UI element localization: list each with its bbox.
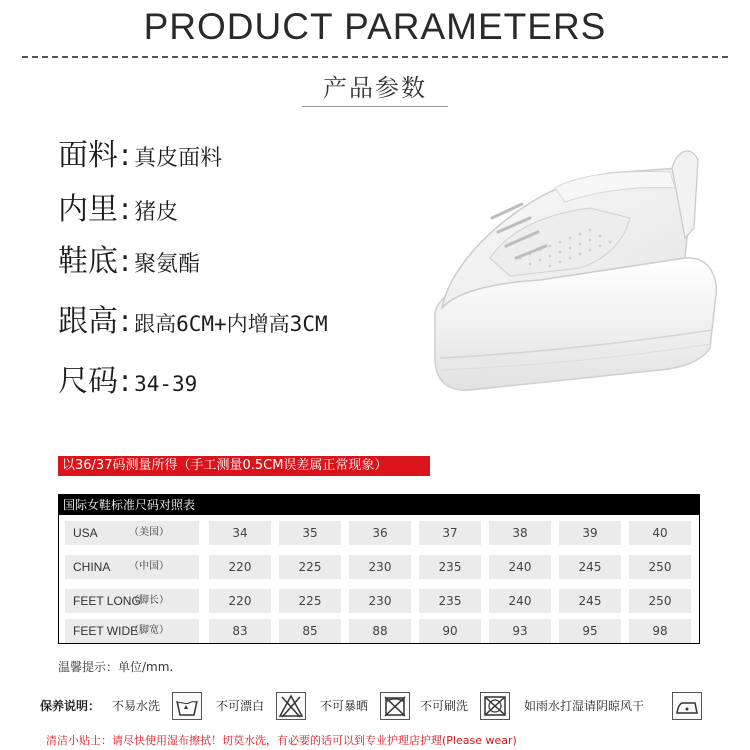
care-label: 保养说明： bbox=[40, 699, 101, 713]
param-size bbox=[58, 356, 197, 400]
table-cell: 39 bbox=[559, 521, 621, 545]
shoe-image bbox=[380, 108, 750, 408]
care-text-hand-wash: 不易水洗 bbox=[112, 699, 161, 713]
care-text-no-brush: 不可刷洗 bbox=[420, 699, 469, 713]
row-label-zh: （中国） bbox=[129, 561, 169, 572]
table-cell: 225 bbox=[279, 555, 341, 579]
param-key: 内里 bbox=[58, 192, 118, 227]
cleaning-tip: 清洁小贴士：请尽快使用湿布擦拭！切莫水洗，有必要的话可以到专业护理店护理(Please wear) bbox=[46, 734, 517, 747]
param-colon: : bbox=[120, 192, 131, 227]
table-cell: 225 bbox=[279, 589, 341, 613]
table-cell: 250 bbox=[629, 589, 691, 613]
subtitle-underline bbox=[302, 106, 448, 107]
table-cell: 85 bbox=[279, 619, 341, 643]
table-cell: 235 bbox=[419, 589, 481, 613]
param-value: 34-39 bbox=[134, 372, 198, 396]
param-colon: : bbox=[120, 304, 131, 339]
size-chart-header: 国际女鞋标准尺码对照表 bbox=[59, 495, 699, 515]
param-key: 鞋底 bbox=[58, 244, 118, 279]
param-value: 猪皮 bbox=[134, 200, 179, 225]
table-cell: 83 bbox=[209, 619, 271, 643]
table-cell: 245 bbox=[559, 589, 621, 613]
row-label bbox=[65, 521, 199, 545]
row-label bbox=[65, 555, 199, 579]
measurement-notice: 以36/37码测量所得（手工测量0.5CM误差属正常现象） bbox=[58, 456, 430, 476]
table-cell: 235 bbox=[419, 555, 481, 579]
table-cell: 37 bbox=[419, 521, 481, 545]
table-cell: 36 bbox=[349, 521, 411, 545]
table-cell: 98 bbox=[629, 619, 691, 643]
table-cell: 35 bbox=[279, 521, 341, 545]
row-label-en: FEET WIDE bbox=[73, 624, 139, 638]
table-cell: 240 bbox=[489, 589, 551, 613]
param-key: 面料 bbox=[58, 138, 118, 173]
param-value: 真皮面料 bbox=[134, 146, 223, 171]
param-key: 跟高 bbox=[58, 304, 118, 339]
param-colon: : bbox=[120, 244, 131, 279]
table-cell: 95 bbox=[559, 619, 621, 643]
table-cell: 220 bbox=[209, 589, 271, 613]
no-brush-icon bbox=[480, 692, 510, 720]
table-cell: 93 bbox=[489, 619, 551, 643]
care-text-no-bleach: 不可漂白 bbox=[216, 699, 265, 713]
param-value: 跟高6CM+内增高3CM bbox=[134, 312, 328, 336]
table-cell: 245 bbox=[559, 555, 621, 579]
row-label bbox=[65, 589, 199, 613]
table-cell: 230 bbox=[349, 589, 411, 613]
row-label bbox=[65, 619, 199, 643]
table-cell: 230 bbox=[349, 555, 411, 579]
table-cell: 240 bbox=[489, 555, 551, 579]
unit-note: 温馨提示：单位/mm. bbox=[58, 660, 174, 674]
row-label-en: USA bbox=[73, 526, 98, 540]
table-cell: 220 bbox=[209, 555, 271, 579]
param-material bbox=[58, 130, 222, 174]
table-cell: 88 bbox=[349, 619, 411, 643]
param-value: 聚氨酯 bbox=[134, 252, 201, 277]
param-colon: : bbox=[120, 364, 131, 399]
param-heel-height bbox=[58, 296, 328, 340]
care-instructions bbox=[40, 692, 720, 722]
row-label-en: FEET LONG bbox=[73, 594, 141, 608]
row-label-en: CHINA bbox=[73, 560, 111, 574]
no-bleach-icon bbox=[276, 692, 306, 720]
table-cell: 90 bbox=[419, 619, 481, 643]
table-cell: 250 bbox=[629, 555, 691, 579]
iron-icon bbox=[672, 692, 702, 720]
row-label-zh: （脚宽） bbox=[129, 625, 169, 636]
care-text-air-dry: 如雨水打湿请阴晾风干 bbox=[524, 699, 645, 713]
param-lining bbox=[58, 184, 178, 228]
page-title: PRODUCT PARAMETERS bbox=[143, 6, 607, 47]
care-text-no-sun: 不可暴晒 bbox=[320, 699, 369, 713]
row-label-zh: （美国） bbox=[129, 527, 169, 538]
table-cell: 38 bbox=[489, 521, 551, 545]
table-cell: 34 bbox=[209, 521, 271, 545]
param-key: 尺码 bbox=[58, 364, 118, 399]
section-subtitle: 产品参数 bbox=[323, 74, 427, 102]
dashed-divider bbox=[22, 56, 728, 58]
row-label-zh: （脚长） bbox=[129, 595, 169, 606]
param-sole bbox=[58, 236, 200, 280]
table-cell: 40 bbox=[629, 521, 691, 545]
size-chart bbox=[58, 494, 700, 644]
param-colon: : bbox=[120, 138, 131, 173]
hand-wash-icon bbox=[172, 692, 202, 720]
no-sun-icon bbox=[380, 692, 410, 720]
